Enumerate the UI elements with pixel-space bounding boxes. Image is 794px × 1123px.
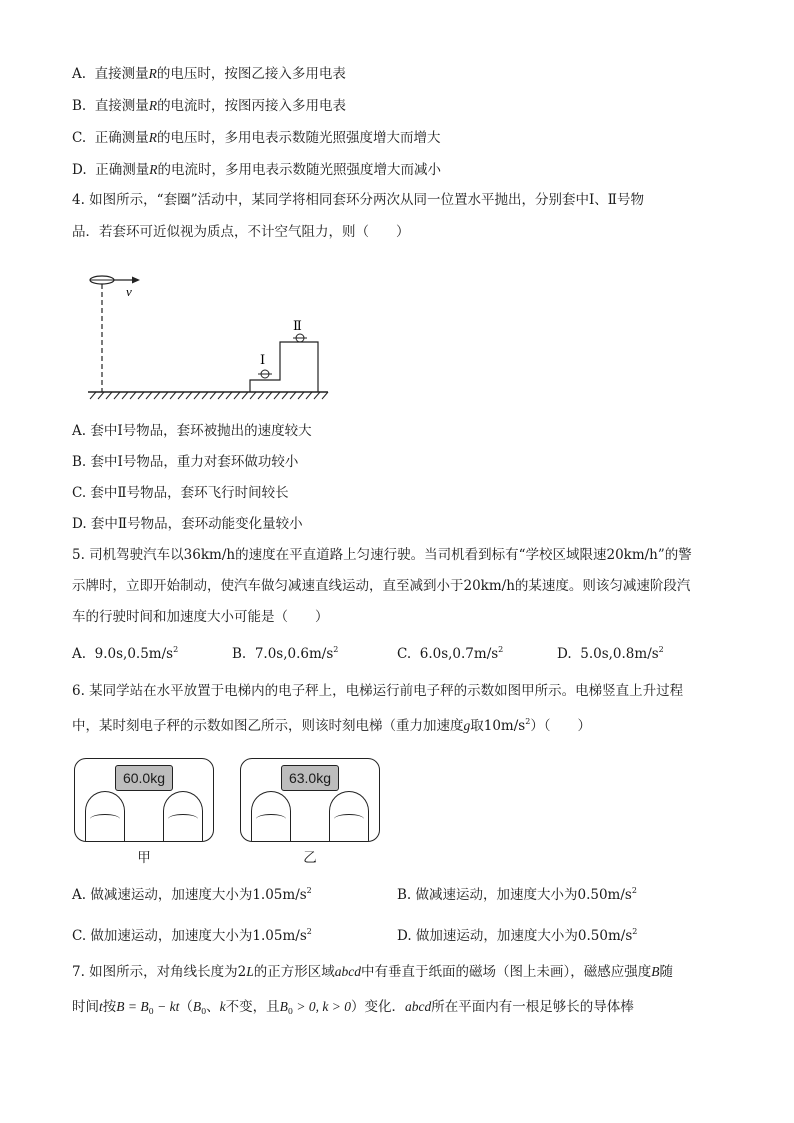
q4-option-d: D. 套中Ⅱ号物品，套环动能变化量较小 [72,516,303,532]
q5-option-b: B. $7.0s,0.6m/s^2$ [232,645,339,662]
q6-option-d: D. 做加速运动，加速度大小为$0.50m/s^2$ [397,927,638,944]
label-item-1: Ⅰ [260,353,266,368]
q6-stem-line1: 6. 某同学站在水平放置于电梯内的电子秤上，电梯运行前电子秤的示数如图甲所示。电梯竖直上升过程 [72,683,684,699]
q4-option-a: A. 套中Ⅰ号物品，套环被抛出的速度较大 [72,423,312,439]
q7-stem-line2: 时间t按$B = B_0 - kt(B_0$、k不变，且$B_0 > 0$, k > 0）变化．abcd所在平面内有一根足够长的导体棒 [72,999,634,1016]
q6-option-b: B. 做减速运动，加速度大小为$0.50m/s^2$ [397,886,637,903]
left-foot [251,791,291,842]
caption-yi: 乙 [303,850,317,866]
right-foot [329,791,369,842]
q6-option-a: A. 做减速运动，加速度大小为$1.05m/s^2$ [72,886,312,903]
velocity-label: v [126,284,132,299]
caption-jia: 甲 [137,850,151,866]
q4-stem-line2: 品．若套环可近似视为质点，不计空气阻力，则（ ） [72,224,410,240]
scale-jia [74,758,214,842]
q5-option-c: C. $6.0s,0.7m/s^2$ [397,645,504,662]
scale-jia-reading: 60.0kg [115,765,173,791]
q3-option-d: D. 正确测量R的电流时，多用电表示数随光照强度增大而减小 [72,162,441,178]
left-foot [85,791,125,842]
scale-yi-reading: 63.0kg [281,765,339,791]
q4-option-c: C. 套中Ⅱ号物品，套环飞行时间较长 [72,485,289,501]
q5-stem-line1: 5. 司机驾驶汽车以36km/h的速度在平直道路上匀速行驶。当司机看到标有“学校区域限速20km/h”的警 [72,547,692,563]
q5-stem-line3: 车的行驶时间和加速度大小可能是（ ） [72,609,329,625]
scale-yi [240,758,380,842]
q3-option-a: A. 直接测量R的电压时，按图乙接入多用电表 [72,66,346,82]
label-item-2: Ⅱ [293,319,302,334]
q3-option-c: C. 正确测量R的电压时，多用电表示数随光照强度增大而增大 [72,130,441,146]
q6-stem-line2: 中，某时刻电子秤的示数如图乙所示，则该时刻电梯（重力加速度g取$10m/s^2$）（ ） [72,717,592,734]
q6-option-c: C. 做加速运动，加速度大小为$1.05m/s^2$ [72,927,312,944]
q5-option-a: A. $9.0s,0.5m/s^2$ [72,645,179,662]
q5-option-d: D. $5.0s,0.8m/s^2$ [557,645,664,662]
q4-option-b: B. 套中Ⅰ号物品，重力对套环做功较小 [72,454,299,470]
q4-stem-line1: 4. 如图所示，“套圈”活动中，某同学将相同套环分两次从同一位置水平抛出，分别套中Ⅰ、Ⅱ号物 [72,192,644,208]
q5-stem-line2: 示牌时，立即开始制动，使汽车做匀减速直线运动，直至减到小于20km/h的某速度。则该匀减速阶段汽 [72,578,691,594]
q3-option-b: B. 直接测量R的电流时，按图丙接入多用电表 [72,98,347,114]
right-foot [163,791,203,842]
q7-stem-line1: 7. 如图所示，对角线长度为2L的正方形区域abcd中有垂直于纸面的磁场（图上未画），磁感应强度B随 [72,964,674,980]
ring-toss-figure [84,268,344,408]
